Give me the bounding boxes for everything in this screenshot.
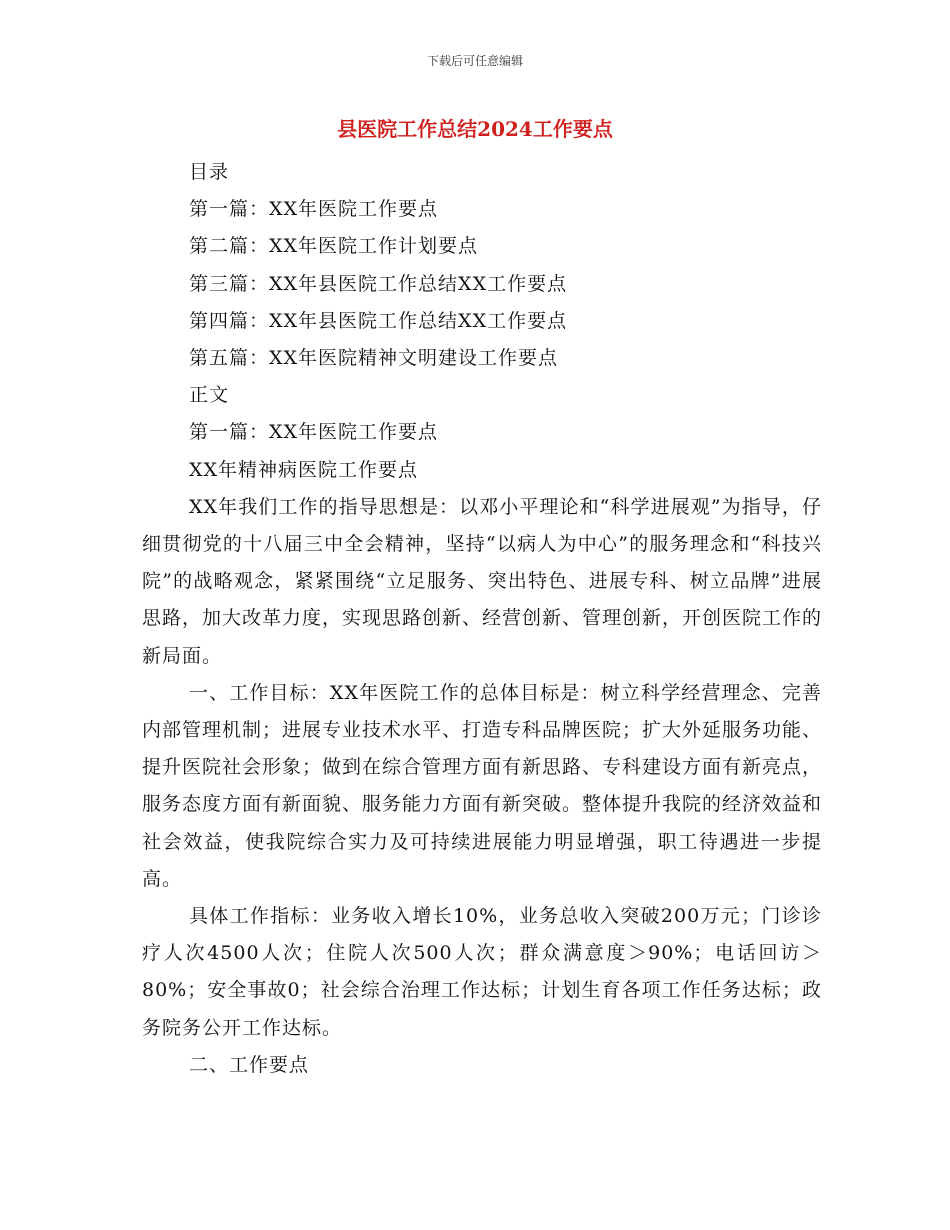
toc-heading: 目录 — [189, 161, 230, 183]
document-body — [142, 154, 822, 1084]
section-subtitle: XX年精神病医院工作要点 — [189, 458, 419, 481]
toc-item: 第三篇：XX年县医院工作总结XX工作要点 — [189, 272, 568, 295]
toc-item: 第四篇：XX年县医院工作总结XX工作要点 — [189, 309, 568, 332]
body-heading: 正文 — [189, 384, 230, 407]
toc-item: 第一篇：XX年医院工作要点 — [189, 198, 439, 221]
body-paragraph: XX年我们工作的指导思想是：以邓小平理论和“科学进展观”为指导，仔细贯彻党的十八届三中全会精神，坚持“以病人为中心”的服务理念和“科技兴院”的战略观念，紧紧围绕“立足服务、突出特色、进展专科、树立品牌”进展思路，加大改革力度，实现思路创新、经营创新、管理创新，开创医院工作的新局面。 — [142, 495, 823, 667]
page-header: 下载后可任意编辑 — [426, 54, 523, 68]
toc-item: 第二篇：XX年医院工作计划要点 — [189, 235, 479, 258]
toc-item: 第五篇：XX年医院精神文明建设工作要点 — [189, 347, 559, 370]
body-paragraph: 二、工作要点 — [189, 1053, 310, 1076]
body-paragraph: 一、工作目标：XX年医院工作的总体目标是：树立科学经营理念、完善内部管理机制；进展专业技术水平、打造专科品牌医院；扩大外延服务功能、提升医院社会形象；做到在综合管理方面有新思路、专科建设方面有新亮点，服务态度方面有新面貌、服务能力方面有新突破。整体提升我院的经济效益和社会效益，使我院综合实力及可持续进展能力明显增强，职工待遇进一步提高。 — [142, 681, 823, 890]
chapter-title: 第一篇：XX年医院工作要点 — [189, 421, 439, 444]
document-title: 县医院工作总结2024工作要点 — [337, 117, 613, 141]
body-paragraph: 具体工作指标：业务收入增长10%，业务总收入突破200万元；门诊诊疗人次4500人次；住院人次500人次；群众满意度＞90%；电话回访＞80%；安全事故0；社会综合治理工作达标；计划生育各项工作任务达标；政务院务公开工作达标。 — [142, 905, 822, 1039]
